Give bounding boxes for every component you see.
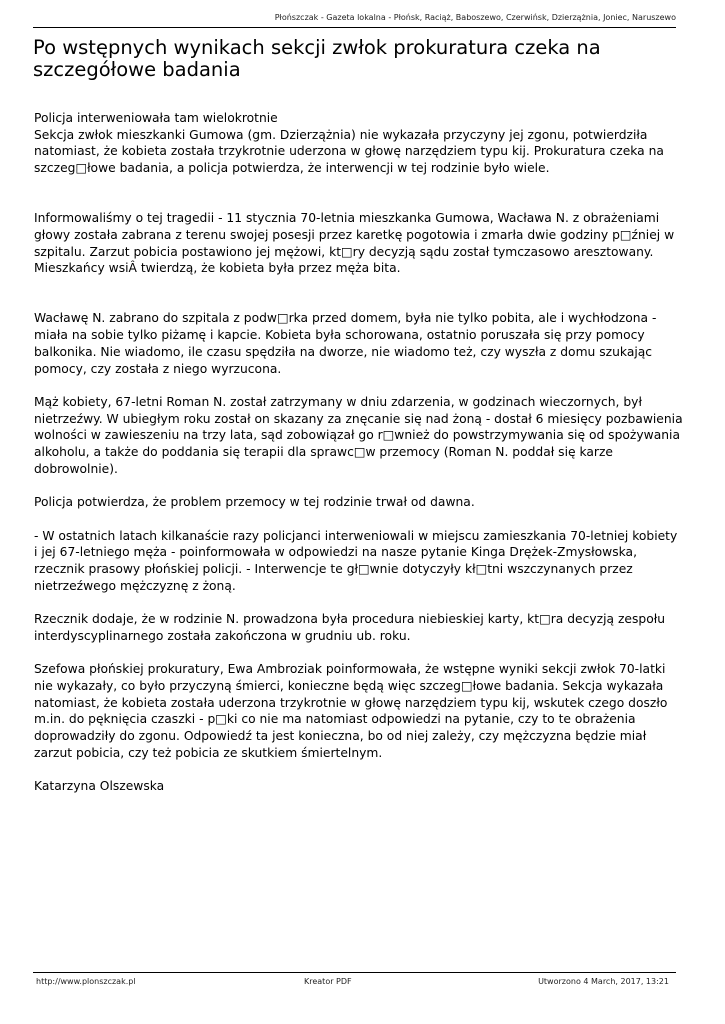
header-divider [33,27,676,28]
article-body [34,110,684,811]
article-paragraph: Mąż kobiety, 67-letni Roman N. został zatrzymany w dniu zdarzenia, w godzinach wieczornych, był nietrzeźwy. W ubiegłym roku został on skazany za znęcanie się nad żoną - dostał 6 miesięcy pozbawienia wolności w zawieszeniu na trzy lata, sąd zobowiązał go r□wnież do powstrzymywania się od spożywania alkoholu, a także do poddania się terapii dla sprawc□w przemocy (Roman N. poddał się karze dobrowolnie). [34,394,683,476]
article-paragraph-lead [34,110,684,177]
article-paragraph: Rzecznik dodaje, że w rodzinie N. prowadzona była procedura niebieskiej karty, kt□ra decyzją zespołu interdyscyplinarnego została zakończona w grudniu ub. roku. [34,612,666,643]
article-title: Po wstępnych wynikach sekcji zwłok prokuratura czeka na szczegółowe badania [33,36,601,81]
article-paragraph: Informowaliśmy o tej tragedii - 11 stycznia 70-letnia mieszkanka Gumowa, Wacława N. z obrażeniami głowy została zabrana z terenu swojej posesji przez karetkę pogotowia i zmarła dwie godziny p□źniej w szpitalu. Zarzut pobicia postawiono jej mężowi, kt□ry decyzją sądu został tymczasowo aresztowany. Mieszkańcy wsiÂ twierdzą, że kobieta była przez męża bita. [34,211,675,276]
article-paragraph: Wacławę N. zabrano do szpitala z podw□rka przed domem, była nie tylko pobita, ale i wychłodzona - miała na sobie tylko piżamę i kapcie. Kobieta była schorowana, ostatnio poruszała się przy pomocy balkonika. Nie wiadomo, ile czasu spędziła na dworze, nie wiadomo też, czy wyszła z domu szukając pomocy, czy została z niego wyrzucona. [34,311,657,376]
footer-creator: Kreator PDF [304,977,352,986]
footer-created-date: Utworzono 4 March, 2017, 13:21 [538,977,669,986]
article-paragraph: Szefowa płońskiej prokuratury, Ewa Ambroziak poinformowała, że wstępne wyniki sekcji zwłok 70-latki nie wykazały, co było przyczyną śmierci, konieczne będą więc szczeg□łowe badania. Sekcja wykazała natomiast, że kobieta została uderzona trzykrotnie w głowę narzędziem typu kij, wskutek czego doszło m.in. do pęknięcia czaszki - p□ki co nie ma natomiast odpowiedzi na pytanie, czy to te obrażenia doprowadziły do zgonu. Odpowiedź ta jest konieczna, bo od niej zależy, czy mężczyzna będzie miał zarzut pobicia, czy też pobicia ze skutkiem śmiertelnym. [34,662,668,760]
article-paragraph: Policja potwierdza, że problem przemocy w tej rodzinie trwał od dawna. [34,495,475,510]
article-author: Katarzyna Olszewska [34,779,165,793]
site-header: Płońszczak - Gazeta lokalna - Płońsk, Raciąż, Baboszewo, Czerwińsk, Dzierzążnia, Joniec, Naruszewo [274,13,676,22]
footer-divider [33,972,676,973]
article-paragraph: - W ostatnich latach kilkanaście razy policjanci interweniowali w miejscu zamieszkania 70-letniej kobiety i jej 67-letniego męża - poinformowała w odpowiedzi na nasze pytanie Kinga Drężek-Zmysłowska, rzecznik prasowy płońskiej policji. - Interwencje te gł□wnie dotyczyły kł□tni wszczynanych przez nietrzeźwego mężczyznę z żoną. [34,528,678,593]
footer-url[interactable]: http://www.plonszczak.pl [36,977,136,986]
lead-subtitle: Policja interweniowała tam wielokrotnie Sekcja zwłok mieszkanki Gumowa (gm. Dzierzążnia) nie wykazała przyczyny jej zgonu, potwierdziła natomiast, że kobieta została trzykrotnie uderzona w głowę narzędziem typu kij. Prokuratura czeka na szczeg□łowe badania, a policja potwierdza, że interwencji w tej rodzinie było wiele. [34,111,664,176]
